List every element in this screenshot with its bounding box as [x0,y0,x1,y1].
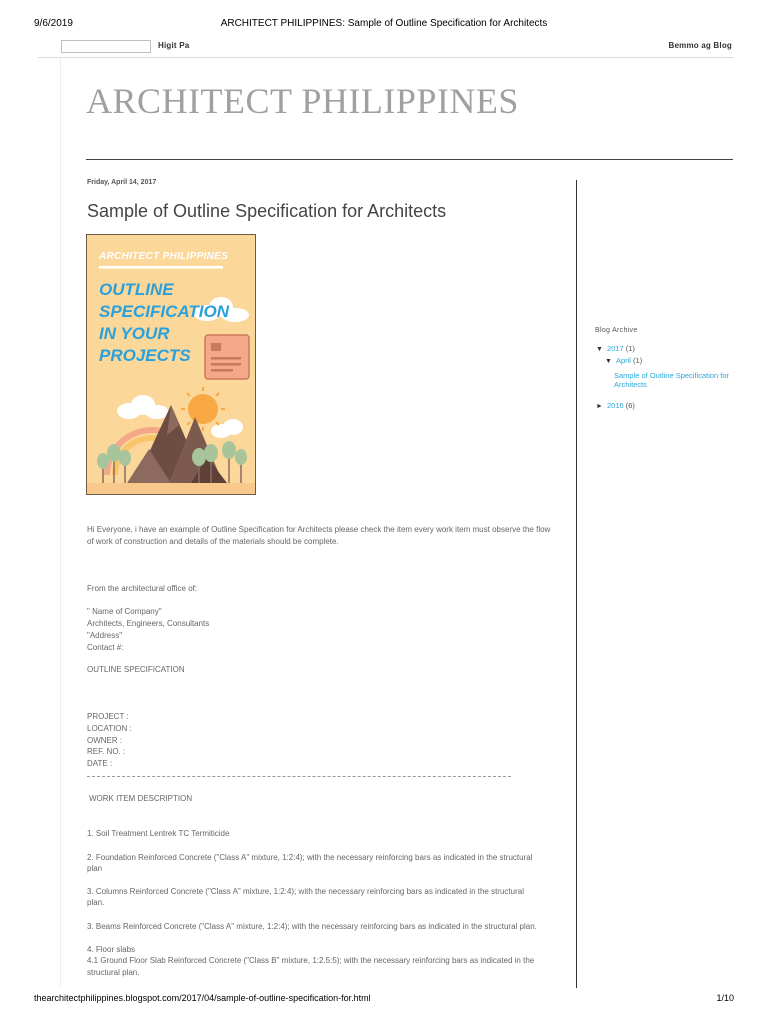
blog-archive-label: Blog Archive [595,327,638,334]
company-line: "Address" [87,631,123,640]
company-line: Architects, Engineers, Consultants [87,619,210,628]
expand-toggle-icon[interactable]: ► [596,403,603,410]
work-item: 3. Columns Reinforced Concrete ("Class A" mixture, 1:2:4); with the necessary reinforcing bars as indicated in the structural [87,887,524,896]
work-item: 2. Foundation Reinforced Concrete ("Class A" mixture, 1:2:4); with the necessary reinforcing bars as indicated in the structural [87,853,533,862]
print-footer [0,993,768,1005]
work-item-heading: WORK ITEM DESCRIPTION [89,794,193,803]
project-field: REF. NO. : [87,747,126,756]
dashed-divider [87,776,511,777]
header-rule [86,159,733,160]
collapse-toggle-icon[interactable]: ▼ [596,346,603,353]
print-header [0,18,768,32]
navbar-search-input[interactable] [61,40,151,53]
project-field: LOCATION : [87,724,132,733]
poster-heading-line: OUTLINE [99,280,174,299]
print-page-title: ARCHITECT PHILIPPINES: Sample of Outline Specification for Architects [220,18,548,29]
poster-heading [99,279,249,367]
sun-icon [181,387,225,431]
project-field: DATE : [87,759,113,768]
blog-title[interactable]: ARCHITECT PHILIPPINES [86,81,519,121]
collapse-toggle-icon[interactable]: ▼ [605,358,612,365]
banner-underline [99,266,223,269]
poster-heading-line: PROJECTS [99,346,191,365]
work-item-continuation: structural plan. [87,968,140,977]
next-blog-link[interactable]: Higit Pa [158,41,190,50]
company-line: Contact #: [87,643,124,652]
print-url: thearchitectphilippines.blogspot.com/2017/04/sample-of-outline-specification-for.html [34,993,371,1003]
work-item: 4. Floor slabs [87,945,136,954]
post-intro: Hi Everyone, i have an example of Outline Specification for Architects please check the item every work item must observe the flow of work of construction and details of the materials should be complete. [87,525,551,546]
archive-count: (1) [625,344,635,353]
post-title[interactable]: Sample of Outline Specification for Architects [87,201,447,221]
project-field: PROJECT : [87,712,129,721]
outline-heading: OUTLINE SPECIFICATION [87,665,185,674]
poster-heading-line: IN YOUR [99,324,170,343]
create-blog-link[interactable]: Bemmo ag Blog [668,41,732,50]
archive-year-2017[interactable] [596,344,635,353]
from-label: From the architectural office of: [87,584,198,593]
archive-month-april[interactable] [605,356,642,365]
work-item: 1. Soil Treatment Lentrek TC Termiticide [87,829,230,838]
archive-post-link[interactable]: Sample of Outline Specification for Architects [614,371,730,389]
work-item: 3. Beams Reinforced Concrete ("Class A" mixture, 1:2:4); with the necessary reinforcing bars as indicated in the structural plan. [87,922,537,931]
poster-banner: ARCHITECT PHILIPPINES [99,251,229,262]
blogger-navbar [38,38,734,58]
poster-heading-line: SPECIFICATION [99,302,230,321]
archive-year-link[interactable]: 2017 [606,344,624,353]
post-image[interactable] [86,234,256,495]
post-date: Friday, April 14, 2017 [87,179,157,186]
company-line: " Name of Company" [87,607,162,616]
ground [87,483,256,495]
work-item-continuation: plan [87,864,103,873]
archive-count: (1) [633,356,643,365]
print-page-number: 1/10 [716,993,734,1003]
work-item-sub: 4.1 Ground Floor Slab Reinforced Concrete ("Class B" mixture, 1:2.5:5); with the necessary reinforcing bars as indicated in the [87,956,535,965]
content-area [60,58,736,988]
archive-year-link[interactable]: 2016 [606,401,624,410]
archive-count: (6) [625,401,635,410]
archive-year-2016[interactable] [596,401,635,410]
print-date: 9/6/2019 [34,18,73,29]
project-field: OWNER : [87,736,123,745]
archive-month-link[interactable]: April [615,356,631,365]
work-item-continuation: plan. [87,898,105,907]
sidebar-divider [576,180,577,988]
